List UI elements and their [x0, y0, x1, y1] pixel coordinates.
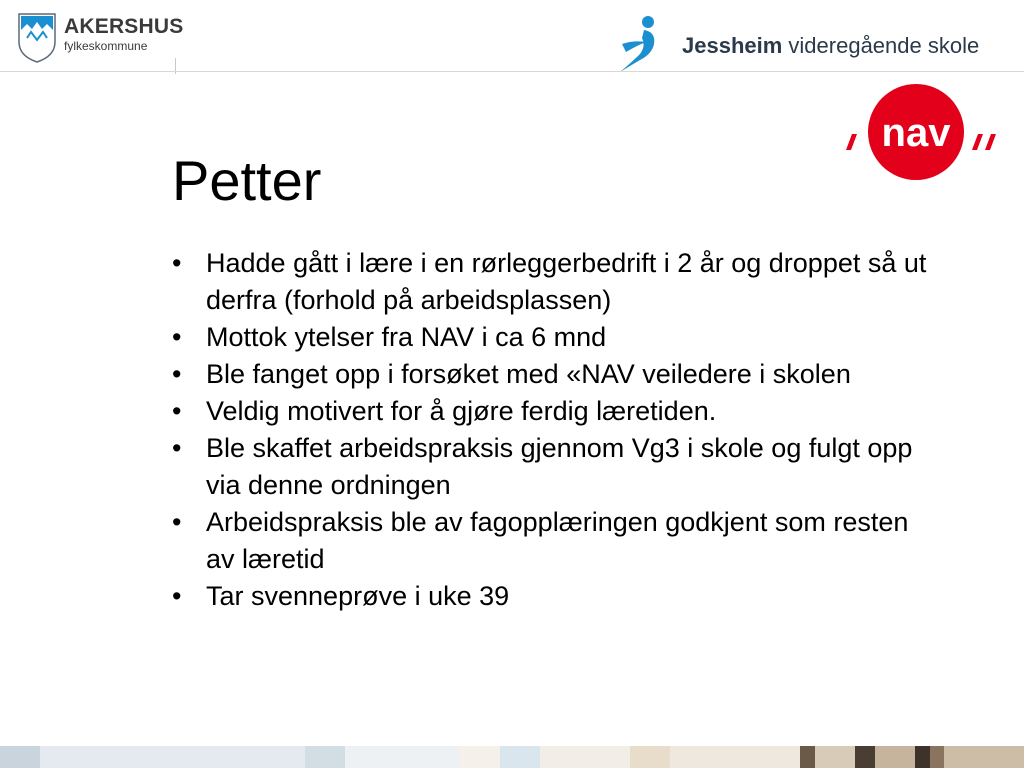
- bullet-item: [172, 319, 932, 356]
- jessheim-figure-icon: [616, 14, 670, 74]
- bullet-dot: •: [172, 433, 182, 463]
- footer-photo-strip: [0, 746, 1024, 768]
- bullet-dot: •: [172, 396, 182, 426]
- akershus-wordmark: [64, 16, 183, 52]
- bullet-item: [172, 430, 932, 504]
- bullet-dot: •: [172, 248, 182, 278]
- header-bar: [0, 0, 1024, 74]
- bullet-text: Tar svenneprøve i uke 39: [206, 581, 510, 611]
- bullet-item: [172, 504, 932, 578]
- bullet-dot: •: [172, 322, 182, 352]
- bullet-dot: •: [172, 581, 182, 611]
- nav-logo-text: nav: [881, 111, 951, 155]
- bullet-text: Ble skaffet arbeidspraksis gjennom Vg3 i skole og fulgt opp via denne ordningen: [206, 433, 913, 500]
- bullet-item: [172, 393, 932, 430]
- bullet-list: [172, 245, 932, 615]
- header-rule: [0, 71, 1024, 72]
- bullet-text: Veldig motivert for å gjøre ferdig læretiden.: [206, 396, 717, 426]
- akershus-shield-icon: [16, 12, 58, 64]
- bullet-item: [172, 578, 932, 615]
- school-name-bold: Jessheim: [682, 33, 783, 58]
- slide-title: Petter: [172, 149, 322, 212]
- org-name: AKERSHUS: [64, 15, 184, 38]
- school-name: [682, 33, 979, 59]
- bullet-dot: •: [172, 359, 182, 389]
- bullet-text: Ble fanget opp i forsøket med «NAV veiledere i skolen: [206, 359, 851, 389]
- bullet-text: Hadde gått i lære i en rørleggerbedrift i 2 år og droppet så ut derfra (forhold på arbeidsplassen): [206, 248, 927, 315]
- bullet-text: Mottok ytelser fra NAV i ca 6 mnd: [206, 322, 607, 352]
- school-name-rest: videregående skole: [782, 33, 980, 58]
- org-subtitle: fylkeskommune: [64, 39, 148, 53]
- bullet-dot: •: [172, 507, 182, 537]
- nav-logo-icon: [838, 84, 1000, 184]
- bullet-item: [172, 356, 932, 393]
- bullet-text: Arbeidspraksis ble av fagopplæringen godkjent som resten av læretid: [206, 507, 909, 574]
- bullet-item: [172, 245, 932, 319]
